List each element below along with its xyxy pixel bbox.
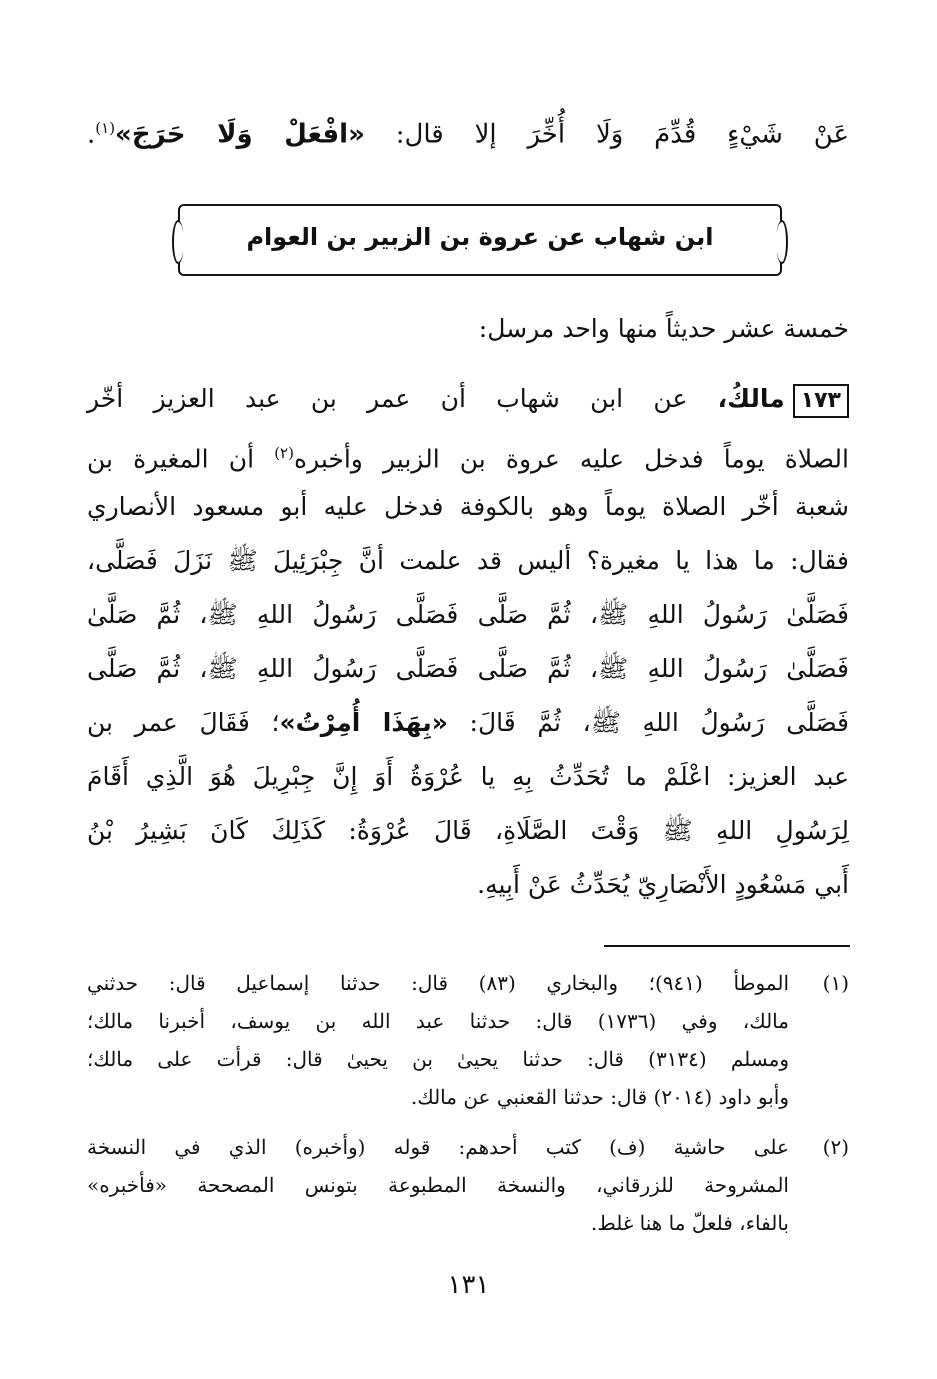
- footnote-divider: [604, 945, 850, 947]
- hadith-text: فَصَلَّى رَسُولُ اللهِ ﷺ، ثُمَّ قَالَ:: [447, 708, 849, 737]
- hadith-quote: «بِهَذَا أُمِرْتُ»: [279, 708, 448, 737]
- footnote-number: (١): [822, 971, 849, 995]
- hadith-line-9: لِرَسُولِ اللهِ ﷺ وَقْتَ الصَّلَاةِ، قَالَ عُرْوَةُ: كَذَلِكَ كَانَ بَشِيرُ بْنُ: [87, 816, 849, 845]
- chapter-title: ابن شهاب عن عروة بن الزبير بن العوام: [246, 223, 714, 251]
- footnote-line: مالك، وفي (١٧٣٦) قال: حدثنا عبد الله بن يوسف، أخبرنا مالك؛: [87, 1009, 789, 1033]
- hadith-line-6: فَصَلَّىٰ رَسُولُ اللهِ ﷺ، ثُمَّ صَلَّى فَصَلَّى رَسُولُ اللهِ ﷺ، ثُمَّ صَلَّى: [87, 654, 849, 683]
- page-number: ١٣١: [447, 1270, 490, 1300]
- prophet-quote: «افْعَلْ وَلَا حَرَجَ»: [115, 119, 365, 150]
- footnote-line: ومسلم (٣١٣٤) قال: حدثنا يحيىٰ بن يحيىٰ قال: قرأت على مالك؛: [87, 1047, 789, 1071]
- hadith-line-10: أَبي مَسْعُودٍ الأَنْصَارِيّ يُحَدِّثُ عَنْ أَبِيهِ.: [477, 870, 849, 899]
- hadith-line-5: فَصَلَّىٰ رَسُولُ اللهِ ﷺ، ثُمَّ صَلَّى فَصَلَّى رَسُولُ اللهِ ﷺ، ثُمَّ صَلَّىٰ: [87, 600, 849, 629]
- hadith-line-7: [87, 703, 849, 743]
- hadith-text: الصلاة يوماً فدخل عليه عروة بن الزبير وأخبره: [293, 444, 849, 474]
- hadith-line-1: [87, 379, 849, 419]
- footnote-ref-2: (٢): [274, 444, 294, 462]
- hadith-narrator: مالكُ،: [717, 384, 785, 413]
- footnote-line: وأبو داود (٢٠١٤) قال: حدثنا القعنبي عن مالك.: [410, 1085, 789, 1109]
- footnote-line: على حاشية (ف) كتب أحدهم: قوله (وأخبره) الذي في النسخة: [87, 1135, 789, 1159]
- footnote-ref-1: (١): [95, 119, 116, 137]
- footnote-line: بالفاء، فلعلّ ما هنا غلط.: [590, 1211, 789, 1235]
- hadith-text: عن ابن شهاب أن عمر بن عبد العزيز أخّر: [87, 384, 688, 413]
- footnote-line: المشروحة للزرقاني، والنسخة المطبوعة بتونس المصححة «فأخبره»: [87, 1173, 789, 1197]
- continuation-line: [87, 108, 849, 155]
- continuation-text: عَنْ شَيْءٍ قُدِّمَ وَلَا أُخِّرَ إلا قال:: [364, 119, 850, 150]
- footnote-number: (٢): [822, 1135, 849, 1159]
- hadith-number-badge: ١٧٣: [793, 384, 849, 418]
- hadith-line-4: فقال: ما هذا يا مغيرة؟ أليس قد علمت أنَّ جِبْرَئِيلَ ﷺ نَزَلَ فَصَلَّى،: [87, 546, 849, 575]
- hadith-line-2: [87, 433, 849, 479]
- footnote-line: الموطأ (٩٤١)؛ والبخاري (٨٣) قال: حدثنا إسماعيل قال: حدثني: [87, 971, 789, 995]
- period: .: [87, 119, 96, 150]
- chapter-intro: خمسة عشر حديثاً منها واحد مرسل:: [478, 314, 849, 343]
- hadith-line-3: شعبة أخّر الصلاة يوماً وهو بالكوفة فدخل عليه أبو مسعود الأنصاري: [87, 492, 850, 521]
- hadith-text: ؛ فَقَالَ عمر بن: [87, 708, 280, 737]
- hadith-line-8: عبد العزيز: اعْلَمْ ما تُحَدِّثُ بِهِ يا عُرْوَةُ أَوَ إِنَّ جِبْرِيلَ هُوَ الَّذِي أَقَامَ: [87, 762, 849, 791]
- hadith-text: أن المغيرة بن: [87, 444, 275, 474]
- chapter-banner: [178, 204, 782, 276]
